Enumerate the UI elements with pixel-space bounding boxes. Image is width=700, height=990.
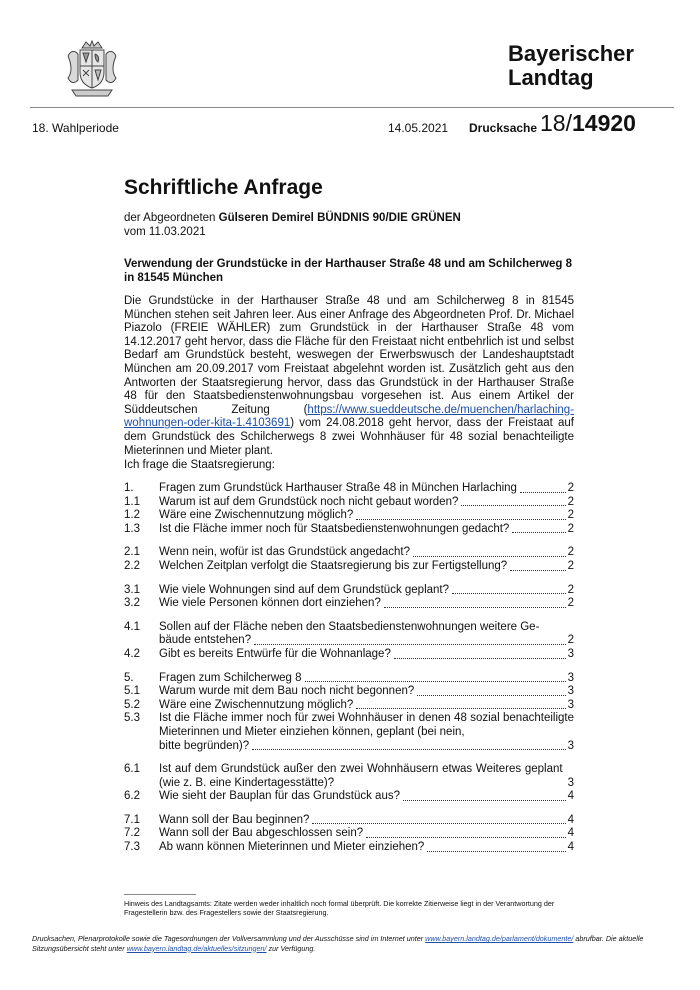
page-number: 3 [567, 739, 574, 752]
question-item [124, 685, 574, 699]
toc-leader-dots [520, 491, 566, 493]
question-number: 1.1 [124, 495, 140, 508]
page-number: 3 [567, 647, 574, 660]
toc-leader-dots [461, 504, 565, 506]
question-number: 2.1 [124, 546, 140, 559]
question-number: 6.2 [124, 790, 140, 803]
question-intro: Ich frage die Staatsregierung: [124, 459, 275, 471]
question-number: 3.2 [124, 597, 140, 610]
brand-line-1: Bayerischer [508, 41, 634, 66]
question-item [124, 509, 574, 523]
question-item [124, 672, 574, 686]
question-text: Wie sieht der Bauplan für das Grundstück aus? [159, 790, 400, 803]
question-text: Wäre eine Zwischennutzung möglich? [159, 698, 354, 711]
question-number: 5.1 [124, 685, 140, 698]
page-number: 2 [567, 583, 574, 596]
question-number: 5. [124, 671, 134, 684]
drucksache-id: 14920 [571, 110, 636, 136]
toc-leader-dots [252, 748, 565, 750]
page-number: 3 [567, 698, 574, 711]
question-number: 7.2 [124, 827, 140, 840]
question-item [124, 712, 574, 753]
page-number: 3 [567, 776, 574, 789]
page-number: 4 [567, 790, 574, 803]
question-text: Fragen zum Grundstück Harthauser Straße 48 in München Harlaching [159, 482, 517, 494]
footer-note [32, 934, 672, 953]
page-number: 4 [567, 827, 574, 840]
question-number: 1.2 [124, 509, 140, 522]
question-number: 7.3 [124, 841, 140, 854]
question-text: bäude entstehen? [159, 634, 252, 647]
question-text-lead: Ist die Fläche immer noch für zwei Wohnhäuser in denen 48 sozial benachteiligte Mieterinnen und Mieter einziehen können, geplant (bei nein, [159, 712, 574, 738]
toc-leader-dots [417, 694, 565, 696]
question-item [124, 621, 574, 648]
question-item [124, 546, 574, 560]
question-text: Wie viele Wohnungen sind auf dem Grundstück geplant? [159, 583, 450, 596]
coat-of-arms-icon [64, 38, 120, 100]
wahlperiode: 18. Wahlperiode [32, 121, 119, 135]
question-text: Ab wann können Mieterinnen und Mieter einziehen? [159, 841, 425, 854]
intro-text-1: Die Grundstücke in der Harthauser Straße 48 und am Schilcherweg 8 in 81545 München stehen seit Jahren leer. Aus einer Anfrage des Abgeordneten Prof. Dr. Michael Piazolo (FREIE WÄHLER) zum Grundstück in der Harthauser Straße 48 vom 14.12.2017 geht hervor, dass die Fläche für den Freistaat nicht entbehrlich ist und selbst Bedarf am Grundstück besteht, weswegen der Erwerbswusch der Landeshauptstadt München am 20.09.2017 vom Freistaat abgelehnt worden ist. Zusätzlich geht aus den Antworten der Staatsregierung hervor, dass das Grundstück in der Harthauser Straße 48 für den Staatsbedienstenwohnungsbau vorgesehen ist. Aus einem Artikel der Süddeutschen Zeitung ( [124, 295, 574, 416]
page-number: 4 [567, 841, 574, 854]
page-number: 2 [567, 546, 574, 559]
drucksache-number [540, 110, 636, 136]
question-item [124, 496, 574, 510]
question-text: Fragen zum Schilcherweg 8 [159, 671, 302, 684]
question-text: Wäre eine Zwischennutzung möglich? [159, 509, 354, 522]
question-text: Wie viele Personen können dort einziehen? [159, 597, 381, 610]
question-text: Wann soll der Bau beginnen? [159, 813, 310, 826]
sessions-link[interactable]: www.bayern.landtag.de/aktuelles/sitzungen/ [126, 943, 267, 953]
question-text: Warum ist auf dem Grundstück noch nicht gebaut worden? [159, 495, 459, 508]
question-number: 2.2 [124, 559, 140, 572]
question-item [124, 827, 574, 841]
question-number: 1.3 [124, 522, 140, 535]
byline [124, 212, 461, 239]
documents-link[interactable]: www.bayern.landtag.de/parlament/dokumente/ [425, 934, 574, 943]
question-item [124, 699, 574, 713]
toc-leader-dots [366, 836, 565, 838]
question-item [124, 523, 574, 537]
question-number: 5.3 [124, 712, 140, 725]
question-item [124, 814, 574, 828]
author: Gülseren Demirel BÜNDNIS 90/DIE GRÜNEN [218, 212, 461, 224]
toc-leader-dots [254, 643, 566, 645]
page-number: 2 [567, 634, 574, 647]
question-text: Welchen Zeitplan verfolgt die Staatsregierung bis zur Fertigstellung? [159, 559, 508, 572]
drucksache-label: Drucksache [469, 121, 538, 135]
brand-title [508, 42, 634, 90]
sz-article-link[interactable]: https://www.sueddeutsche.de/muenchen/harlaching-wohnungen-oder-kita-1.4103691 [124, 403, 574, 430]
question-number: 4.2 [124, 647, 140, 660]
toc-leader-dots [356, 707, 565, 709]
toc-leader-dots [305, 680, 566, 682]
question-text-lead: Sollen auf der Fläche neben den Staatsbedienstenwohnungen weitere Ge- [159, 620, 540, 633]
question-item [124, 597, 574, 611]
question-item [124, 790, 574, 804]
brand-line-2: Landtag [508, 65, 594, 90]
question-text: Gibt es bereits Entwürfe für die Wohnanlage? [159, 647, 391, 660]
question-item [124, 560, 574, 574]
toc-leader-dots [512, 531, 565, 533]
question-text: Ist auf dem Grundstück außer den zwei Wohnhäusern etwas Weiteres geplant (wie z. B. eine Kindertagesstätte)? [159, 763, 563, 789]
question-text: Ist die Fläche immer noch für Staatsbedienstenwohnungen gedacht? [159, 522, 510, 535]
question-number: 6.1 [124, 763, 140, 776]
footer-text-2: abrufbar. Die aktuelle Sitzungsübersicht steht unter [32, 934, 644, 953]
footnote-divider [124, 894, 196, 895]
page-number: 3 [567, 685, 574, 698]
question-item [124, 482, 574, 496]
page-number: 2 [567, 482, 574, 494]
question-number: 7.1 [124, 813, 140, 826]
question-item [124, 584, 574, 598]
header-divider [30, 107, 674, 108]
question-list [124, 482, 574, 855]
page-number: 4 [567, 813, 574, 826]
question-text: Wenn nein, wofür ist das Grundstück angedacht? [159, 546, 411, 559]
question-number: 5.2 [124, 698, 140, 711]
question-item [124, 841, 574, 855]
page-title: Schriftliche Anfrage [124, 176, 323, 199]
toc-leader-dots [427, 850, 565, 852]
question-text: Wann soll der Bau abgeschlossen sein? [159, 827, 364, 840]
question-text: bitte begründen)? [159, 739, 250, 752]
toc-leader-dots [312, 822, 565, 824]
document-date: 14.05.2021 [388, 121, 449, 135]
page-number: 2 [567, 509, 574, 522]
toc-leader-dots [384, 606, 566, 608]
page-number: 2 [567, 522, 574, 535]
toc-leader-dots [510, 569, 565, 571]
toc-leader-dots [394, 657, 566, 659]
question-number: 3.1 [124, 583, 140, 596]
page-number: 2 [567, 495, 574, 508]
page-number: 2 [567, 559, 574, 572]
question-number: 4.1 [124, 620, 140, 633]
footer-text-3: zur Verfügung. [266, 943, 316, 953]
question-item [124, 763, 574, 790]
toc-leader-dots [452, 592, 566, 594]
page-number: 3 [567, 671, 574, 684]
question-text: Warum wurde mit dem Bau noch nicht begonnen? [159, 685, 415, 698]
footnote: Hinweis des Landtagsamts: Zitate werden weder inhaltlich noch formal überprüft. Die korrekte Zitierweise liegt in der Verantwortung der Fragestellerin bzw. des Fragestellers sowie der Staatsregierung. [124, 899, 555, 917]
toc-leader-dots [356, 518, 565, 520]
intro-paragraph [124, 295, 574, 458]
question-item [124, 648, 574, 662]
drucksache-prefix: 18/ [540, 110, 572, 136]
footer-text-1: Drucksachen, Plenarprotokolle sowie die Tagesordnungen der Vollversammlung und der Ausschüsse sind im Internet unter [32, 934, 426, 943]
subject-heading: Verwendung der Grundstücke in der Harthauser Straße 48 und am Schilcherweg 8 in 81545 München [124, 258, 572, 284]
byline-prefix: der Abgeordneten [124, 212, 219, 224]
page-number: 2 [567, 597, 574, 610]
request-date: vom 11.03.2021 [124, 225, 206, 238]
intro-text-2: ) vom 24.08.2018 geht hervor, dass der Freistaat auf dem Grundstück des Schilcherwegs 8 zwei Wohnhäuser für 48 sozial benachteiligte Mieterinnen und Mieter plant. [124, 417, 574, 457]
question-number: 1. [124, 482, 134, 494]
toc-leader-dots [403, 799, 566, 801]
toc-leader-dots [413, 555, 566, 557]
